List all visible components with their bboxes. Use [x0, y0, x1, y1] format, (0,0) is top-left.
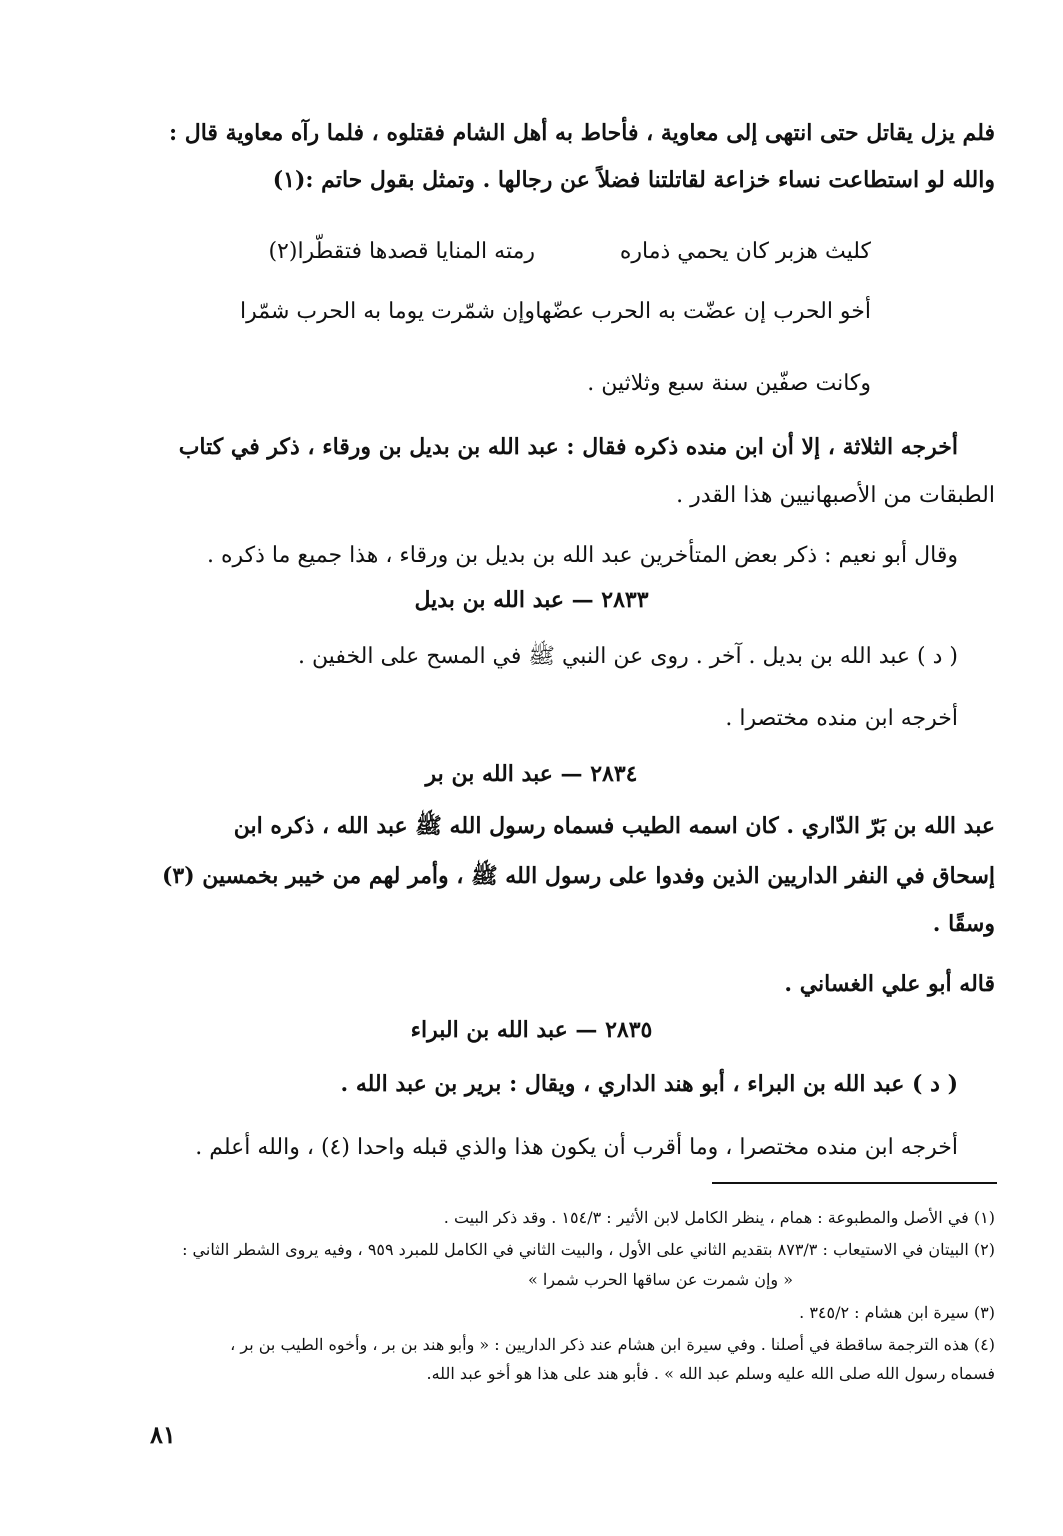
entry-heading: ٢٨٣٣ — عبد الله بن بديل [414, 587, 649, 613]
paragraph-line: إسحاق في النفر الداريين الذين وفدوا على رسول الله ﷺ ، وأمر لهم من خيبر بخمسين (٣) [161, 863, 995, 889]
verse-hemistich: كليث هزبر كان يحمي ذماره [619, 239, 871, 264]
verse-hemistich: رمته المنايا قصدها فتقطّرا(٢) [268, 239, 535, 264]
footnote-separator [712, 1182, 997, 1184]
paragraph-line: ( د ) عبد الله بن بديل . آخر . روى عن النبي ﷺ في المسح على الخفين . [297, 644, 958, 669]
footnote: (٤) هذه الترجمة ساقطة في أصلنا . وفي سيرة ابن هشام عند ذكر الداريين : « وأبو هند بن بر ، وأخوه الطيب بن بر ، [230, 1335, 995, 1354]
paragraph-line: أخرجه ابن منده مختصرا . [725, 706, 958, 731]
paragraph-line: وقال أبو نعيم : ذكر بعض المتأخرين عبد الله بن بديل بن ورقاء ، هذا جميع ما ذكره . [207, 543, 958, 568]
footnote: « وإن شمرت عن ساقها الحرب شمرا » [527, 1270, 793, 1289]
paragraph-line: أخرجه ابن منده مختصرا ، وما أقرب أن يكون هذا والذي قبله واحدا (٤) ، والله أعلم . [195, 1135, 958, 1160]
paragraph-line: ( د ) عبد الله بن البراء ، أبو هند الداري ، ويقال : برير بن عبد الله . [340, 1071, 958, 1097]
footnote: فسماه رسول الله صلى الله عليه وسلم عبد الله » . فأبو هند على هذا هو أخو عبد الله. [426, 1364, 995, 1383]
paragraph-line: عبد الله بن بَرّ الدّاري . كان اسمه الطيب فسماه رسول الله ﷺ عبد الله ، ذكره ابن [233, 813, 995, 839]
footnote: (٢) البيتان في الاستيعاب : ٨٧٣/٣ بتقديم الثاني على الأول ، والبيت الثاني في الكامل للمبرد ٩٥٩ ، وفيه يروى الشطر الثاني : [182, 1240, 995, 1259]
entry-heading: ٢٨٣٥ — عبد الله بن البراء [410, 1017, 653, 1043]
footnote: (٣) سيرة ابن هشام : ٣٤٥/٢ . [799, 1303, 995, 1322]
page-number: ٨١ [150, 1420, 176, 1449]
paragraph-line: والله لو استطاعت نساء خزاعة لقاتلتنا فضلاً عن رجالها . وتمثل بقول حاتم :(١) [272, 167, 995, 193]
paragraph-line: وكانت صفّين سنة سبع وثلاثين . [587, 371, 871, 396]
paragraph-line: الطبقات من الأصبهانيين هذا القدر . [676, 483, 995, 508]
paragraph-line: أخرجه الثلاثة ، إلا أن ابن منده ذكره فقال : عبد الله بن بديل بن ورقاء ، ذكر في كتاب [178, 434, 958, 460]
paragraph-line: فلم يزل يقاتل حتى انتهى إلى معاوية ، فأحاط به أهل الشام فقتلوه ، فلما رآه معاوية قال : [168, 120, 995, 146]
entry-heading: ٢٨٣٤ — عبد الله بن بر [425, 761, 638, 787]
paragraph-line: قاله أبو علي الغساني . [784, 971, 995, 997]
paragraph-line: وسقًا . [932, 911, 995, 937]
verse-hemistich: وإن شمّرت يوما به الحرب شمّرا [239, 299, 535, 324]
footnote: (١) في الأصل والمطبوعة : همام ، ينظر الكامل لابن الأثير : ١٥٤/٣ . وقد ذكر البيت . [443, 1208, 995, 1227]
verse-hemistich: أخو الحرب إن عضّت به الحرب عضّها [535, 299, 871, 324]
